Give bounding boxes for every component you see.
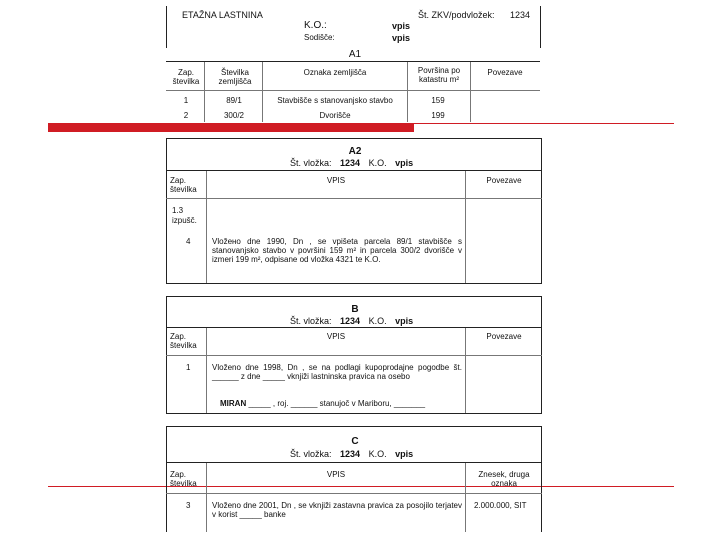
b-row-text: Vloženo dne 1998, Dn , se na podlagi kupoprodajne pogodbe št. ______ z dne _____ vknjiži lastninska pravica na osebo bbox=[212, 363, 462, 381]
a2-sub-label: Št. vložka: bbox=[290, 158, 332, 168]
a2-row1-note: izpušč. bbox=[172, 216, 197, 225]
b-subheader bbox=[290, 316, 413, 326]
b-col-povezave: Povezave bbox=[486, 332, 522, 341]
a1-col-sep-1 bbox=[204, 62, 205, 122]
a1-row2-parcel: 300/2 bbox=[223, 111, 245, 120]
c-row-rule bbox=[166, 493, 542, 494]
a2-row1-n: 1.3 bbox=[172, 206, 184, 215]
header-divider-right bbox=[540, 6, 541, 48]
court-value: vpis bbox=[392, 33, 411, 43]
b-col-zap: Zap. številka bbox=[170, 332, 197, 350]
a1-col-sep-4 bbox=[470, 62, 471, 122]
c-row-n: 3 bbox=[186, 501, 191, 510]
ko-label: K.O.: bbox=[304, 20, 327, 31]
c-sub-label: Št. vložka: bbox=[290, 449, 332, 459]
a1-title: A1 bbox=[348, 49, 362, 60]
red-accent-bar bbox=[48, 123, 414, 132]
a1-col-sep-2 bbox=[262, 62, 263, 122]
a2-left-border bbox=[166, 138, 167, 284]
c-right-border bbox=[541, 426, 542, 532]
c-top-rule bbox=[166, 426, 542, 427]
a1-col-oznaka: Oznaka zemljišča bbox=[303, 68, 367, 77]
b-sub-value: 1234 bbox=[340, 316, 361, 326]
b-row-n: 1 bbox=[186, 363, 191, 372]
a2-right-border bbox=[541, 138, 542, 284]
zkv-label: Št. ZKV/podvložek: bbox=[418, 10, 495, 20]
b-ko-label: K.O. bbox=[368, 316, 387, 326]
a1-col-zap: Zap. številka bbox=[172, 68, 200, 86]
a1-col-povrsina: Površina po katastru m² bbox=[417, 66, 461, 84]
c-header-rule bbox=[166, 462, 542, 463]
a2-bottom-rule bbox=[166, 283, 542, 284]
a2-row2-n: 4 bbox=[186, 237, 191, 246]
header-divider-left bbox=[166, 6, 167, 48]
a1-row1-desc: Stavbišče s stanovanjsko stavbo bbox=[277, 96, 393, 105]
a2-ko-label: K.O. bbox=[368, 158, 387, 168]
b-bottom-rule bbox=[166, 413, 542, 414]
a2-col-zap: Zap. številka bbox=[170, 176, 197, 194]
b-top-rule bbox=[166, 296, 542, 297]
ko-value: vpis bbox=[392, 21, 411, 31]
c-subheader bbox=[290, 449, 413, 459]
a1-row1-area: 159 bbox=[431, 96, 445, 105]
a2-col-povezave: Povezave bbox=[486, 176, 522, 185]
a2-row2-text: Vložено dne 1990, Dn , se vpišeta parcela 89/1 stavbišče s stanovanjsko stavbo v površini 159 m² in parcela 300/2 dvorišče v izmeri 199 m², odpisane od vložka 4321 te K.O. bbox=[212, 237, 462, 264]
a2-header-rule bbox=[166, 170, 542, 171]
a2-row-rule bbox=[166, 198, 542, 199]
c-sub-value: 1234 bbox=[340, 449, 361, 459]
a1-header-rule bbox=[166, 90, 540, 91]
c-ko-label: K.O. bbox=[368, 449, 387, 459]
zkv-value: 1234 bbox=[510, 10, 531, 20]
c-left-border bbox=[166, 426, 167, 532]
a2-subheader bbox=[290, 158, 413, 168]
a2-col-sep-2 bbox=[465, 171, 466, 284]
a1-row1-parcel: 89/1 bbox=[226, 96, 242, 105]
a1-col-povezave: Povezave bbox=[487, 68, 523, 77]
red-accent-line-top bbox=[414, 123, 674, 124]
b-owner-name: MIRAN bbox=[220, 399, 247, 408]
a1-row2-area: 199 bbox=[431, 111, 445, 120]
b-col-vpis: VPIS bbox=[326, 332, 346, 341]
c-row-amount: 2.000.000, SIT bbox=[474, 501, 527, 510]
a2-top-rule bbox=[166, 138, 542, 139]
b-title: B bbox=[351, 304, 359, 315]
b-sub-label: Št. vložka: bbox=[290, 316, 332, 326]
a2-col-sep-1 bbox=[206, 171, 207, 284]
a2-sub-value: 1234 bbox=[340, 158, 361, 168]
b-owner-line bbox=[220, 399, 425, 408]
c-col-vpis: VPIS bbox=[326, 470, 346, 479]
a1-col-stevilka: Številka zemljišča bbox=[218, 68, 252, 86]
b-owner-rest: _____ , roj. ______ stanujoč v Mariboru, _______ bbox=[248, 399, 426, 408]
a2-title: A2 bbox=[348, 146, 362, 157]
a1-top-rule bbox=[166, 61, 540, 62]
b-col-sep-2 bbox=[465, 328, 466, 414]
court-label: Sodišče: bbox=[304, 33, 335, 42]
a1-row2-n: 2 bbox=[183, 111, 189, 120]
b-col-sep-1 bbox=[206, 328, 207, 414]
b-ko-value: vpis bbox=[395, 316, 414, 326]
a1-row2-desc: Dvorišče bbox=[319, 111, 351, 120]
c-col-sep-1 bbox=[206, 463, 207, 532]
red-accent-line-bottom bbox=[48, 486, 674, 487]
c-ko-value: vpis bbox=[395, 449, 414, 459]
c-col-amount: Znesek, druga oznaka bbox=[478, 470, 530, 488]
b-row-rule bbox=[166, 355, 542, 356]
document-title: ETAŽNA LASTNINA bbox=[182, 10, 263, 20]
a2-ko-value: vpis bbox=[395, 158, 414, 168]
c-col-sep-2 bbox=[465, 463, 466, 532]
c-title: C bbox=[351, 436, 359, 447]
c-col-zap: Zap. številka bbox=[170, 470, 197, 488]
a2-col-vpis: VPIS bbox=[326, 176, 346, 185]
a1-row1-n: 1 bbox=[183, 96, 189, 105]
b-header-rule bbox=[166, 327, 542, 328]
c-row-text: Vloženo dne 2001, Dn , se vknjiži zastavna pravica za posojilo terjatev v korist _____ banke bbox=[212, 501, 462, 519]
